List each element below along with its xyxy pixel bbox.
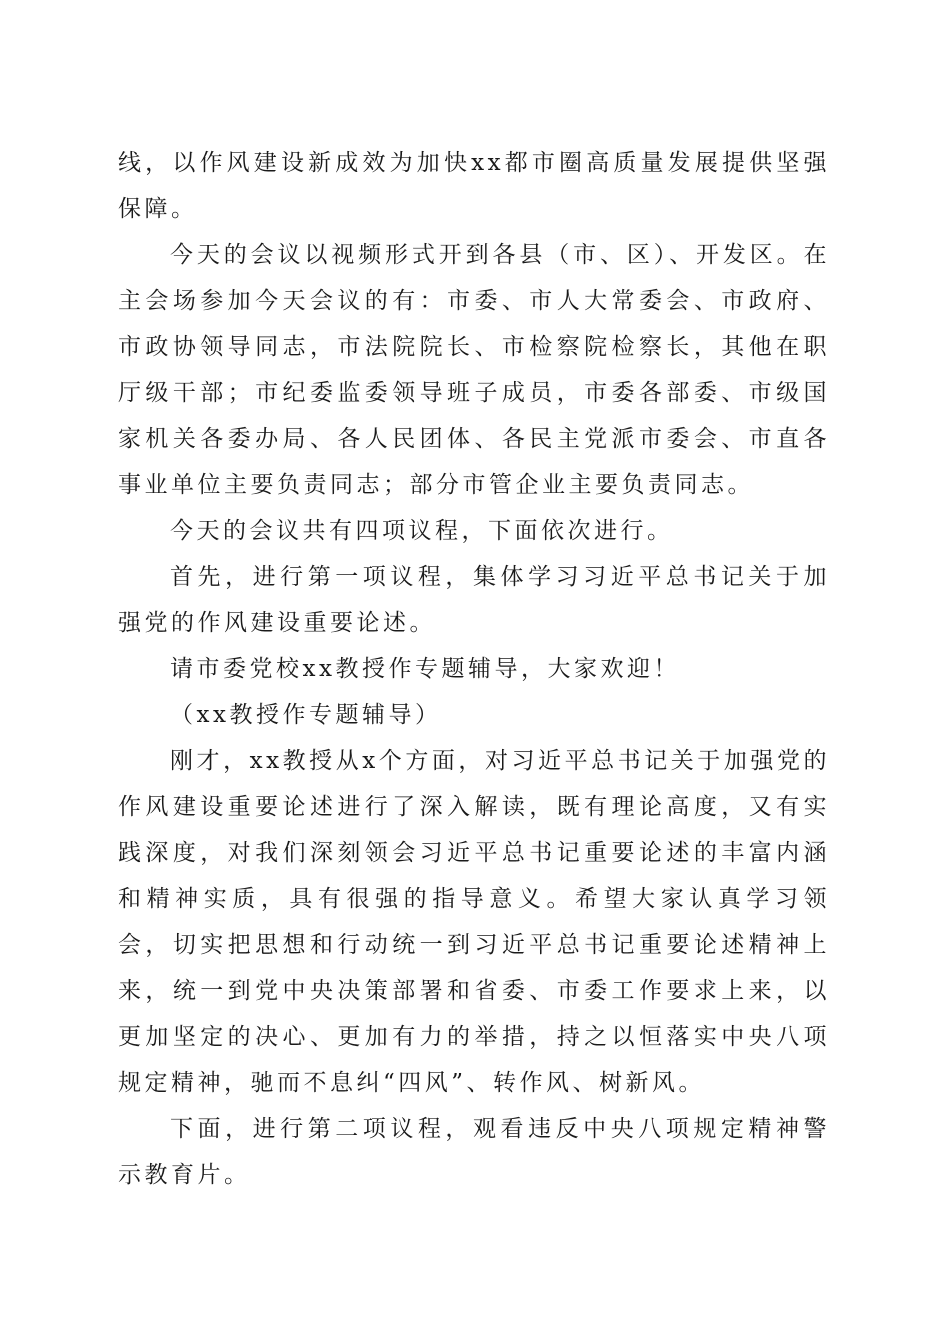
document-body (118, 140, 830, 1198)
paragraph-summary: 刚才，xx教授从x个方面，对习近平总书记关于加强党的作风建设重要论述进行了深入解读，既有理论高度，又有实践深度，对我们深刻领会习近平总书记重要论述的丰富内涵和精神实质，具有很强的指导意义。希望大家认真学习领会，切实把思想和行动统一到习近平总书记重要论述精神上来，统一到党中央决策部署和省委、市委工作要求上来，以更加坚定的决心、更加有力的举措，持之以恒落实中央八项规定精神，驰而不息纠“四风”、转作风、树新风。 (118, 748, 830, 1096)
paragraph-lecture-note: （xx教授作专题辅导） (170, 702, 442, 728)
paragraph-second-agenda: 下面，进行第二项议程，观看违反中央八项规定精神警示教育片。 (118, 1116, 830, 1188)
paragraph-invitation: 请市委党校xx教授作专题辅导，大家欢迎！ (170, 656, 680, 682)
paragraph-meeting-attendees: 今天的会议以视频形式开到各县（市、区）、开发区。在主会场参加今天会议的有：市委、市人大常委会、市政府、市政协领导同志，市法院院长、市检察院检察长，其他在职厅级干部；市纪委监委领导班子成员，市委各部委、市级国家机关各委办局、各人民团体、各民主党派市委会、市直各事业单位主要负责同志；部分市管企业主要负责同志。 (118, 242, 830, 498)
paragraph-agenda-intro: 今天的会议共有四项议程，下面依次进行。 (170, 518, 674, 544)
paragraph-continuation: 线，以作风建设新成效为加快xx都市圈高质量发展提供坚强保障。 (118, 150, 830, 222)
paragraph-first-agenda: 首先，进行第一项议程，集体学习习近平总书记关于加强党的作风建设重要论述。 (118, 564, 830, 636)
